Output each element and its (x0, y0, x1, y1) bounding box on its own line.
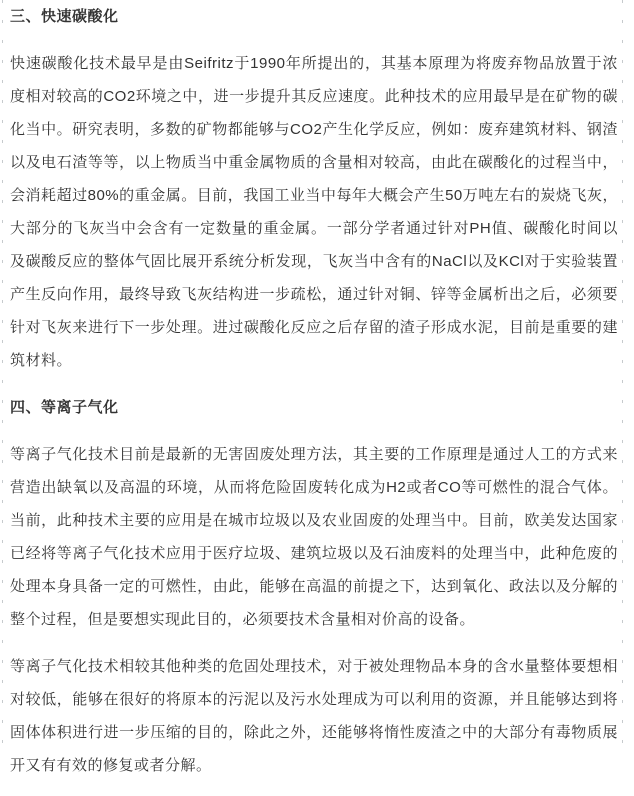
paragraph: 等离子气化技术目前是最新的无害固废处理方法，其主要的工作原理是通过人工的方式来营造出缺氧以及高温的环境，从而将危险固废转化成为H2或者CO等可燃性的混合气体。当前，此种技术主要的应用是在城市垃圾以及农业固废的处理当中。目前，欧美发达国家已经将等离子气化技术应用于医疗垃圾、建筑垃圾以及石油废料的处理当中，此种危废的处理本身具备一定的可燃性，由此，能够在高温的前提之下，达到氧化、政法以及分解的整个过程，但是要想实现此目的，必须要技术含量相对价高的设备。 (10, 446, 618, 628)
table-gridline-right (622, 0, 623, 747)
document-content (10, 0, 618, 796)
section-heading-plasma-gasification: 四、等离子气化 (10, 399, 119, 416)
paragraph: 快速碳酸化技术最早是由Seifritz于1990年所提出的，其基本原理为将废弃物品放置于浓度相对较高的CO2环境之中，进一步提升其反应速度。此种技术的应用最早是在矿物的碳化当中。研究表明，多数的矿物都能够与CO2产生化学反应，例如：废弃建筑材料、钢渣以及电石渣等等，以上物质当中重金属物质的含量相对较高，由此在碳酸化的过程当中，会消耗超过80%的重金属。目前，我国工业当中每年大概会产生50万吨左右的炭烧飞灰，大部分的飞灰当中会含有一定数量的重金属。一部分学者通过针对PH值、碳酸化时间以及碳酸反应的整体气固比展开系统分析发现，飞灰当中含有的NaCl以及KCl对于实验装置产生反向作用，最终导致飞灰结构进一步疏松，通过针对铜、锌等金属析出之后，必须要针对飞灰来进行下一步处理。进过碳酸化反应之后存留的渣子形成水泥，目前是重要的建筑材料。 (10, 55, 618, 369)
table-gridline-left (2, 0, 3, 747)
section-heading-rapid-carbonation: 三、快速碳酸化 (10, 8, 119, 25)
paragraph: 等离子气化技术相较其他种类的危固处理技术，对于被处理物品本身的含水量整体要想相对较低，能够在很好的将原本的污泥以及污水处理成为可以利用的资源，并且能够达到将固体体积进行进一步压缩的目的，除此之外，还能够将惰性废渣之中的大部分有毒物质展开又有有效的修复或者分解。 (10, 658, 618, 774)
